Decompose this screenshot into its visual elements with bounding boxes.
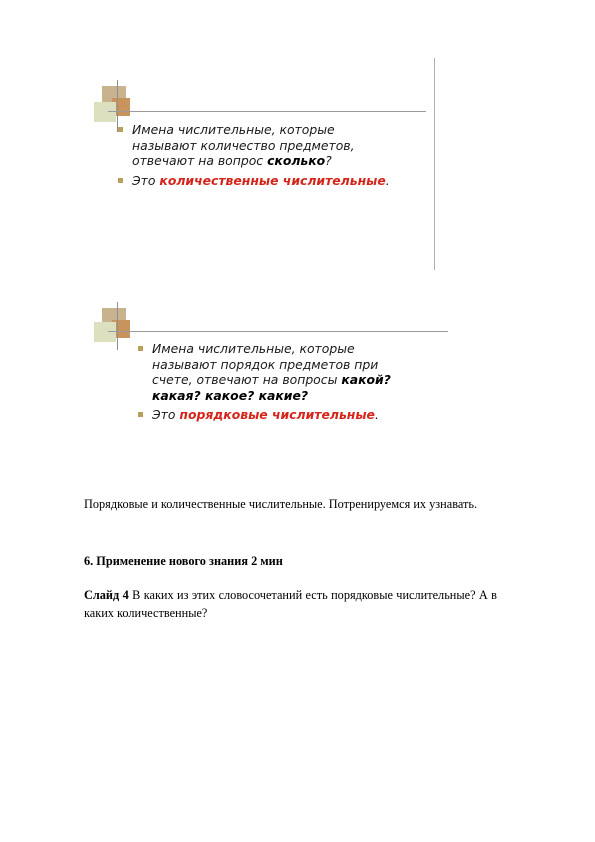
paragraph-slide-4 [84,586,497,622]
square-bullet-icon [118,127,123,132]
square-bullet-icon [138,346,143,351]
bullet-item: Это порядковые числительные. [138,407,448,423]
slide-title-rule [108,331,448,332]
slide-title-rule [108,111,426,112]
slide-bullets [118,122,428,188]
square-bullet-icon [118,178,123,183]
bullet-item: Это количественные числительные. [118,173,428,189]
paragraph-ordinal-cardinal: Порядковые и количественные числительные. Потренируемся их узнавать. [84,497,478,511]
slide-image-ordinal [88,302,458,480]
slide-bullets [138,341,448,423]
bullet-item: Имена числительные, которые называют порядок предметов при счете, отвечают на вопросы какой? какая? какое? какие? [138,341,448,403]
section-heading: 6. Применение нового знания 2 мин [84,554,283,568]
slide-4-text: В каких из этих словосочетаний есть порядковые числительные? А в каких количественные? [84,588,497,620]
slide-image-cardinal [88,58,436,270]
slide-border-line [434,58,435,270]
slide-label: Слайд 4 [84,588,129,602]
bullet-item: Имена числительные, которые называют количество предметов, отвечают на вопрос сколько? [118,122,428,169]
square-bullet-icon [138,412,143,417]
